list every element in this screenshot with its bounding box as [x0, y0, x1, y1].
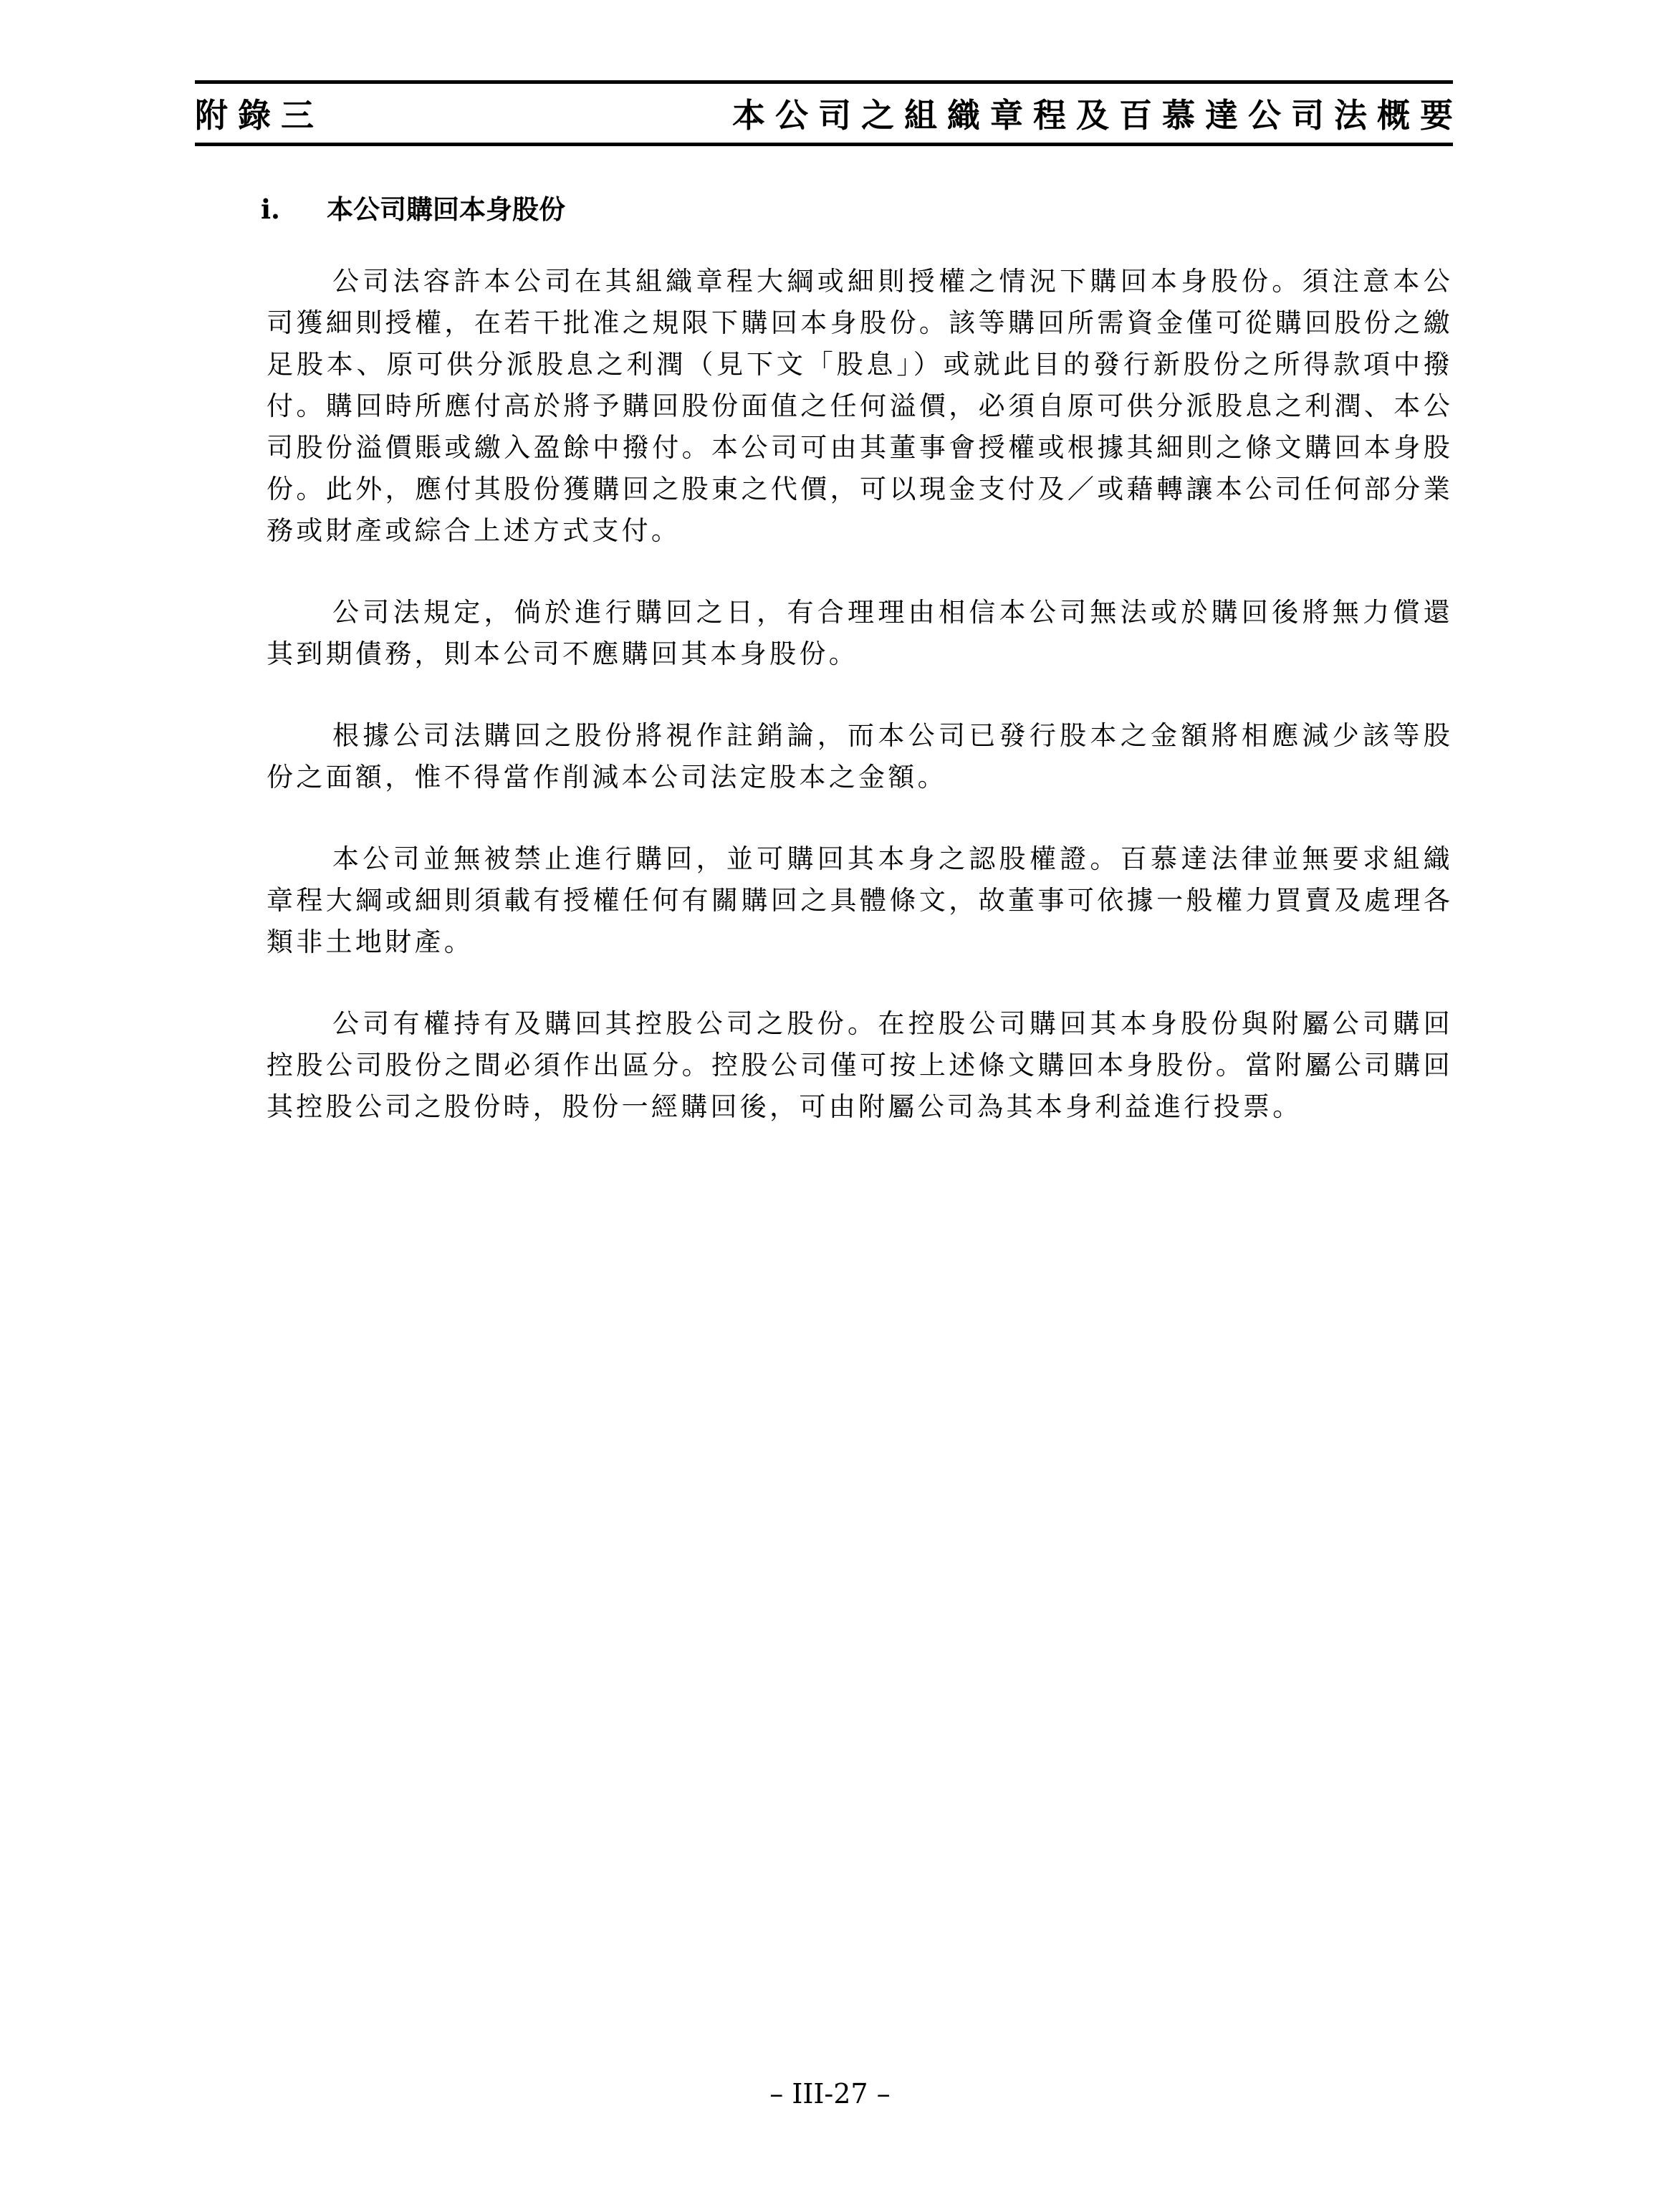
- paragraph-2: 公司法規定，倘於進行購回之日，有合理理由相信本公司無法或於購回後將無力償還其到期債務，則本公司不應購回其本身股份。: [267, 597, 1453, 669]
- section-title: 本公司購回本身股份: [327, 193, 565, 225]
- document-title: 本公司之組織章程及百慕達公司法概要: [732, 96, 1463, 135]
- paragraph-5: 公司有權持有及購回其控股公司之股份。在控股公司購回其本身股份與附屬公司購回控股公司股份之間必須作出區分。控股公司僅可按上述條文購回本身股份。當附屬公司購回其控股公司之股份時，股份一經購回後，可由附屬公司為其本身利益進行投票。: [267, 1008, 1453, 1122]
- section-number: i.: [261, 193, 280, 225]
- header-rule: [195, 143, 1453, 146]
- page-content: [261, 188, 1453, 1128]
- page-number: – III-27 –: [769, 2078, 891, 2110]
- appendix-label: 附錄三: [195, 96, 324, 135]
- paragraph-4: 本公司並無被禁止進行購回，並可購回其本身之認股權證。百慕達法律並無要求組織章程大綱或細則須載有授權任何有關購回之具體條文，故董事可依據一般權力買賣及處理各類非土地財產。: [267, 843, 1453, 957]
- section-heading: [261, 188, 1453, 231]
- paragraph-1: 公司法容許本公司在其組織章程大綱或細則授權之情況下購回本身股份。須注意本公司獲細則授權，在若干批准之規限下購回本身股份。該等購回所需資金僅可從購回股份之繳足股本、原可供分派股息之利潤（見下文「股息」）或就此目的發行新股份之所得款項中撥付。購回時所應付高於將予購回股份面值之任何溢價，必須自原可供分派股息之利潤、本公司股份溢價賬或繳入盈餘中撥付。本公司可由其董事會授權或根據其細則之條文購回本身股份。此外，應付其股份獲購回之股東之代價，可以現金支付及／或藉轉讓本公司任何部分業務或財產或綜合上述方式支付。: [267, 266, 1453, 546]
- header-row: [195, 84, 1463, 143]
- paragraph-3: 根據公司法購回之股份將視作註銷論，而本公司已發行股本之金額將相應減少該等股份之面額，惟不得當作削減本公司法定股本之金額。: [267, 720, 1453, 793]
- page-header: [195, 80, 1463, 146]
